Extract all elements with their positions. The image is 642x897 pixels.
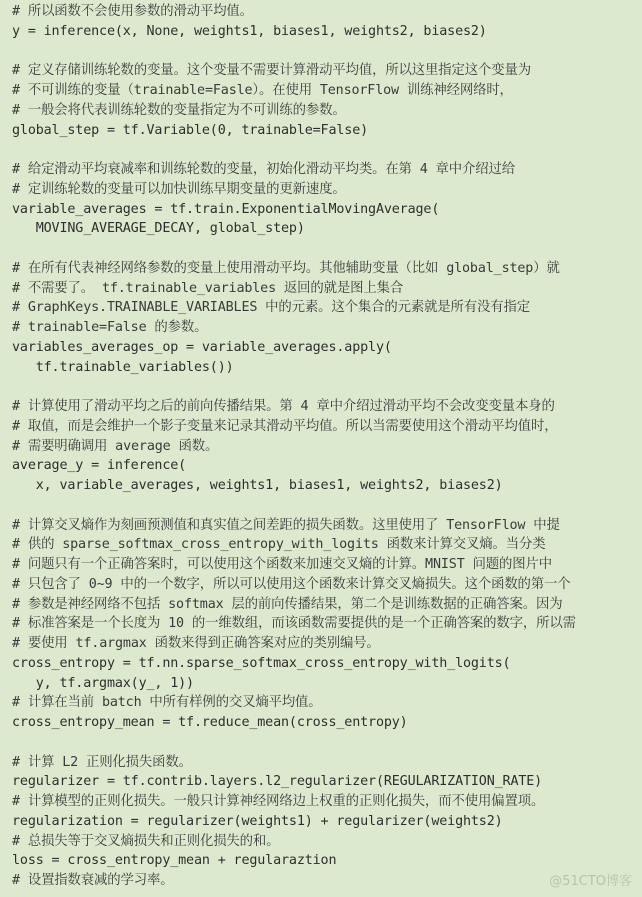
code-line: cross_entropy = tf.nn.sparse_softmax_cross_entropy_with_logits(	[12, 655, 511, 671]
comment-line: # 设置指数衰减的学习率。	[12, 873, 174, 888]
comment-line: # 在所有代表神经网络参数的变量上使用滑动平均。其他辅助变量（比如 global_step）就	[12, 260, 560, 276]
blank-line	[12, 239, 642, 259]
blank-line	[12, 140, 642, 160]
code-line: x, variable_averages, weights1, biases1, weights2, biases2)	[12, 478, 503, 493]
blank-line	[12, 377, 642, 397]
comment-line: # 总损失等于交叉熵损失和正则化损失的和。	[12, 833, 280, 849]
comment-line: # 要使用 tf.argmax 函数来得到正确答案对应的类别编号。	[12, 636, 380, 651]
comment-line: # 问题只有一个正确答案时，可以使用这个函数来加速交叉熵的计算。MNIST 问题的图片中	[12, 557, 552, 572]
code-line: tf.trainable_variables())	[12, 359, 234, 375]
blank-line	[12, 496, 642, 516]
comment-line: # 定义存储训练轮数的变量。这个变量不需要计算滑动平均值，所以这里指定这个变量为	[12, 63, 531, 79]
code-line: average_y = inference(	[12, 458, 187, 474]
blank-line	[12, 733, 642, 753]
blank-line	[12, 42, 642, 62]
code-line: y = inference(x, None, weights1, biases1, weights2, biases2)	[12, 23, 487, 39]
comment-line: # 供的 sparse_softmax_cross_entropy_with_logits 函数来计算交叉熵。当分类	[12, 537, 546, 553]
comment-line: # 计算模型的正则化损失。一般只计算神经网络边上权重的正则化损失，而不使用偏置项。	[12, 794, 545, 809]
comment-line: # 需要明确调用 average 函数。	[12, 438, 219, 454]
comment-line: # 参数是神经网络不包括 softmax 层的前向传播结果，第二个是训练数据的正确答案。因为	[12, 596, 563, 612]
comment-line: # 计算在当前 batch 中所有样例的交叉熵平均值。	[12, 695, 322, 711]
comment-line: # 计算 L2 正则化损失函数。	[12, 754, 192, 770]
code-line: y, tf.argmax(y_, 1))	[12, 675, 194, 691]
code-line: variables_averages_op = variable_averages.apply(	[12, 339, 392, 355]
comment-line: # 一般会将代表训练轮数的变量指定为不可训练的参数。	[12, 102, 346, 118]
code-line: cross_entropy_mean = tf.reduce_mean(cross_entropy)	[12, 715, 408, 730]
comment-line: # 计算使用了滑动平均之后的前向传播结果。第 4 章中介绍过滑动平均不会改变变量本身的	[12, 399, 555, 414]
code-line: regularization = regularizer(weights1) + regularizer(weights2)	[12, 813, 503, 829]
code-line: global_step = tf.Variable(0, trainable=False)	[12, 122, 369, 138]
code-block	[12, 2, 642, 891]
comment-line: # GraphKeys.TRAINABLE_VARIABLES 中的元素。这个集合的元素就是所有没有指定	[12, 300, 530, 316]
comment-line: # 所以函数不会使用参数的滑动平均值。	[12, 4, 253, 19]
comment-line: # trainable=False 的参数。	[12, 320, 208, 335]
comment-line: # 不可训练的变量（trainable=Fasle）。在使用 TensorFlow 训练神经网络时，	[12, 83, 513, 98]
code-line: regularizer = tf.contrib.layers.l2_regularizer(REGULARIZATION_RATE)	[12, 774, 543, 790]
comment-line: # 给定滑动平均衰减率和训练轮数的变量，初始化滑动平均类。在第 4 章中介绍过给	[12, 162, 515, 177]
code-line: variable_averages = tf.train.ExponentialMovingAverage(	[12, 201, 440, 217]
comment-line: # 计算交叉熵作为刻画预测值和真实值之间差距的损失函数。这里使用了 TensorFlow 中提	[12, 517, 560, 533]
comment-line: # 只包含了 0~9 中的一个数字，所以可以使用这个函数来计算交叉熵损失。这个函数的第一个	[12, 576, 571, 592]
code-line: MOVING_AVERAGE_DECAY, global_step)	[12, 221, 305, 237]
comment-line: # 标准答案是一个长度为 10 的一维数组，而该函数需要提供的是一个正确答案的数字，所以需	[12, 616, 576, 632]
comment-line: # 不需要了。 tf.trainable_variables 返回的就是图上集合	[12, 280, 404, 296]
code-line: loss = cross_entropy_mean + regularaztion	[12, 853, 337, 869]
comment-line: # 取值，而是会维护一个影子变量来记录其滑动平均值。所以当需要使用这个滑动平均值时，	[12, 418, 558, 434]
comment-line: # 定训练轮数的变量可以加快训练早期变量的更新速度。	[12, 181, 346, 197]
watermark: @51CTO博客	[549, 874, 632, 889]
